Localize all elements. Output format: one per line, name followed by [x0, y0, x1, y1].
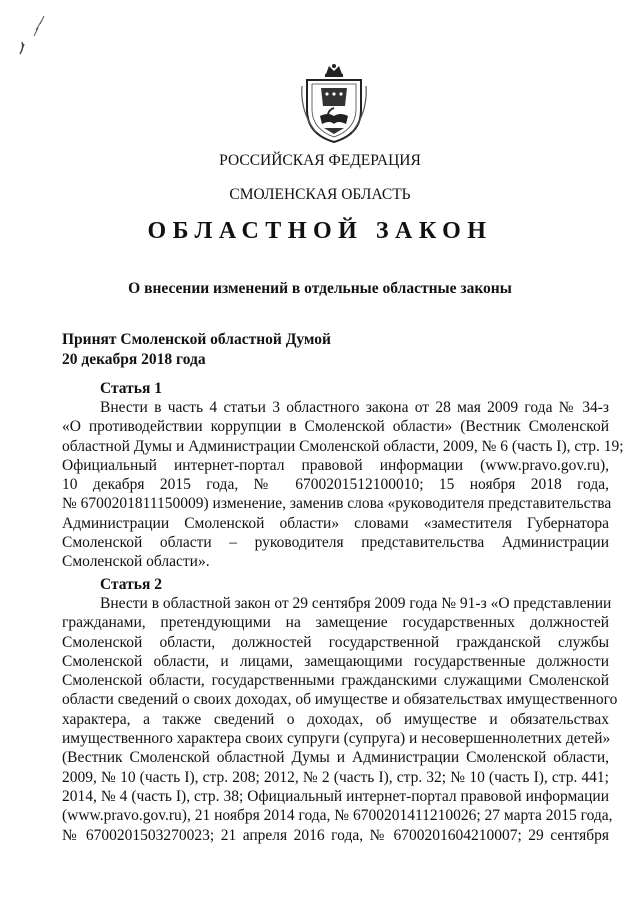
- article-2-line: Смоленской области, должностей государственной гражданской службы: [62, 633, 609, 651]
- article-2-body: [62, 594, 618, 845]
- article-2-line: (www.pravo.gov.ru), 21 ноября 2014 года, № 6700201411210026; 27 марта 2015 года,: [62, 807, 613, 825]
- article-2-line: гражданами, претендующими на замещение государственных должностей: [62, 614, 609, 632]
- article-2-line: Внести в областной закон от 29 сентября 2009 года № 91-з «О представлении: [100, 595, 612, 612]
- article-1-line: Внести в часть 4 статьи 3 областного закона от 28 мая 2009 года № 34-з: [100, 399, 609, 416]
- article-2-line: имущественного характера своих супруги (супруга) и несовершеннолетних детей»: [62, 730, 611, 748]
- article-1-line: 10 декабря 2015 года, № 6700201512100010; 15 ноября 2018 года,: [62, 476, 609, 494]
- adoption-date: 20 декабря 2018 года: [62, 351, 206, 368]
- adoption-line: Принят Смоленской областной Думой: [62, 331, 331, 348]
- article-2-line: 2009, № 10 (часть I), стр. 208; 2012, № 2 (часть I), стр. 32; № 10 (часть I), стр. 441;: [62, 768, 609, 786]
- article-1-heading: Статья 1: [100, 380, 162, 397]
- article-1-line: № 6700201811150009) изменение, заменив слова «руководителя представительства: [62, 495, 612, 513]
- federation-heading: РОССИЙСКАЯ ФЕДЕРАЦИЯ: [219, 152, 421, 169]
- article-2-heading: Статья 2: [100, 576, 162, 593]
- article-1-line: Смоленской области».: [62, 553, 210, 571]
- law-title: О внесении изменений в отдельные областные законы: [128, 280, 512, 297]
- article-2-line: (Вестник Смоленской областной Думы и Администрации Смоленской области,: [62, 749, 609, 767]
- article-2-line: Смоленской области, и лицами, замещающими государственные должности: [62, 652, 609, 670]
- article-2-line: характера, а также сведений о доходах, об имуществе и обязательствах: [62, 710, 609, 728]
- article-2-line: Смоленской области, государственными гражданскими служащими Смоленской: [62, 672, 609, 690]
- article-1-line: Смоленской области – руководителя представительства Администрации: [62, 534, 609, 552]
- adoption-block: [62, 330, 331, 370]
- coat-of-arms-icon: [298, 62, 370, 146]
- article-2-line: № 6700201503270023; 21 апреля 2016 года, № 6700201604210007; 29 сентября: [62, 826, 609, 844]
- article-1-line: Официальный интернет-портал правовой информации (www.pravo.gov.ru),: [62, 456, 609, 474]
- article-1-line: «О противодействии коррупции в Смоленской области» (Вестник Смоленской: [62, 418, 609, 436]
- article-1-line: Администрации Смоленской области» словами «заместителя Губернатора: [62, 514, 609, 532]
- article-2-line: 2014, № 4 (часть I), стр. 38; Официальный интернет-портал правовой информации: [62, 787, 609, 805]
- region-heading: СМОЛЕНСКАЯ ОБЛАСТЬ: [229, 186, 411, 203]
- law-type-heading: ОБЛАСТНОЙ ЗАКОН: [147, 218, 493, 244]
- article-1-body: [62, 398, 624, 572]
- article-2-line: области сведений о своих доходах, об имуществе и обязательствах имущественного: [62, 691, 618, 709]
- pen-scribble-icon: [14, 12, 54, 62]
- article-1-line: областной Думы и Администрации Смоленской области, 2009, № 6 (часть I), стр. 19;: [62, 437, 624, 455]
